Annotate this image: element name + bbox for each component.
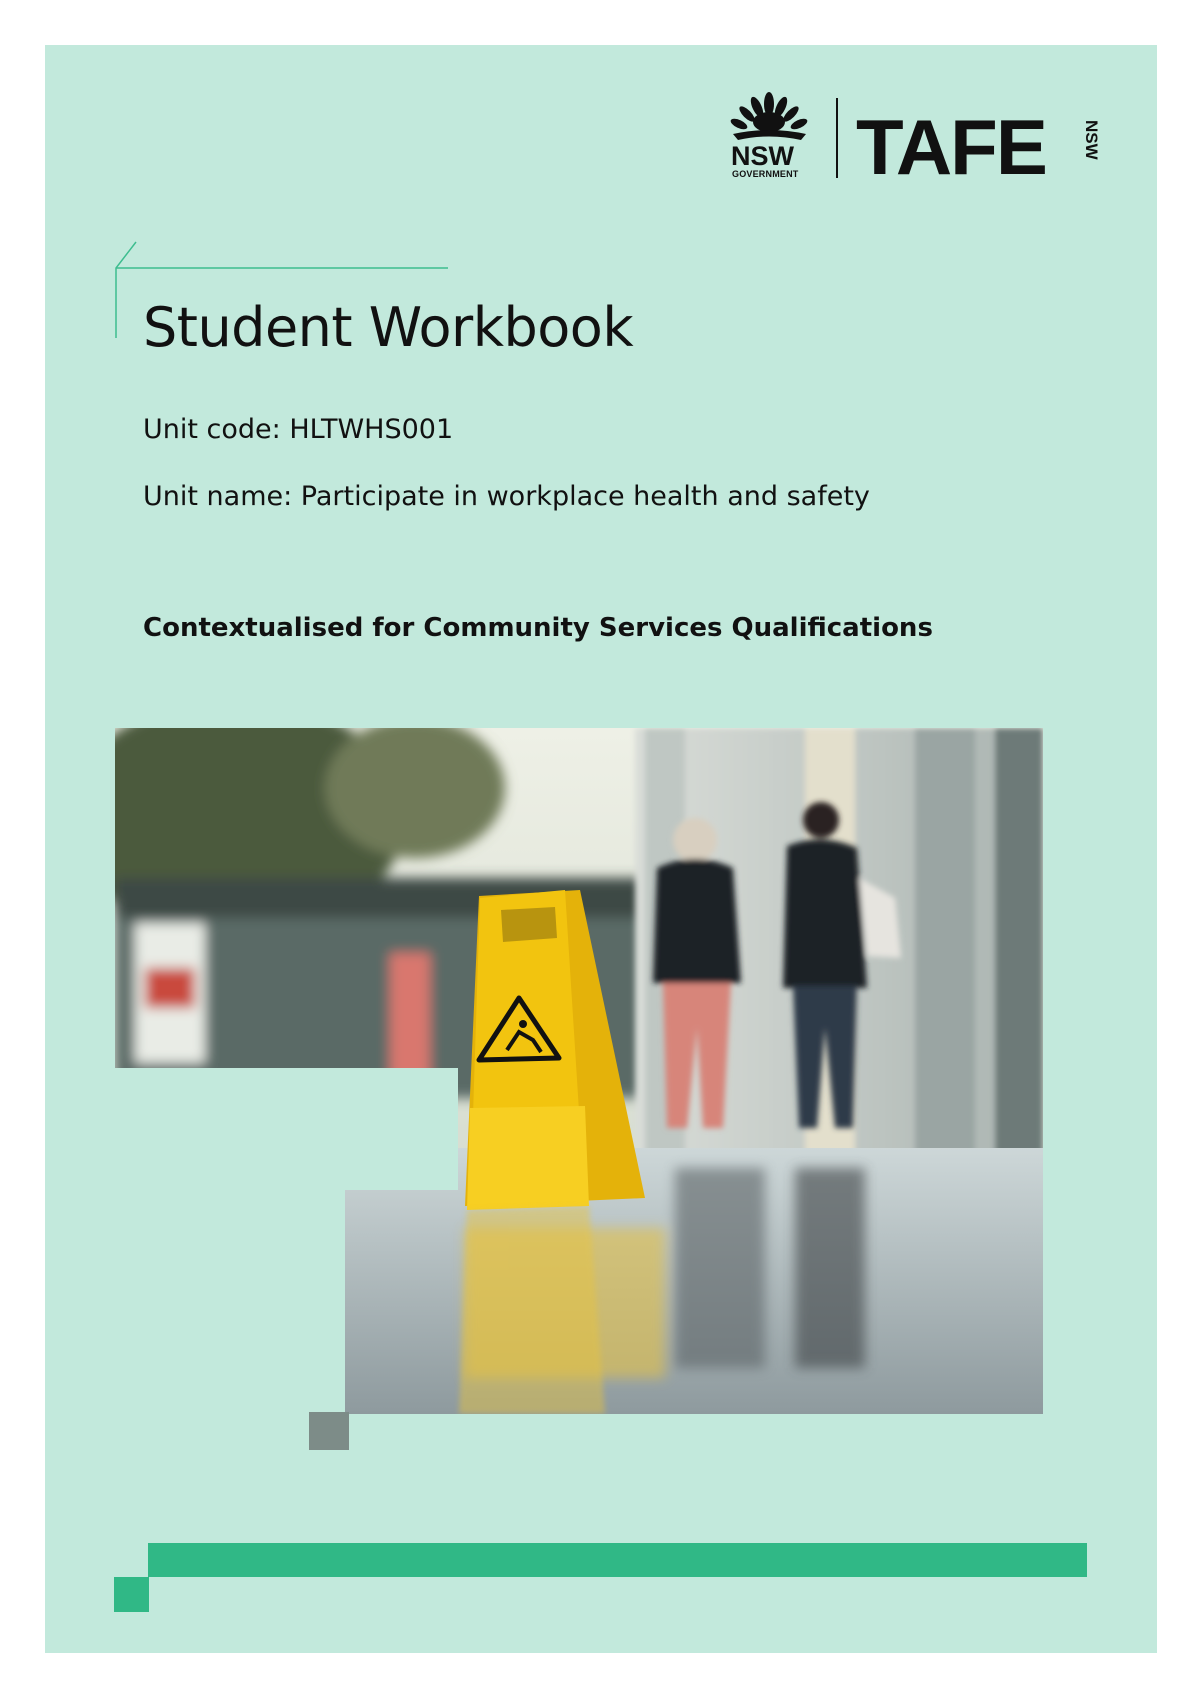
unit-code: Unit code: HLTWHS001	[143, 414, 454, 445]
decorative-grey-square	[309, 1412, 349, 1450]
logo-divider	[836, 98, 838, 178]
bottom-accent-square	[114, 1577, 149, 1612]
unit-name: Unit name: Participate in workplace health and safety	[143, 481, 870, 512]
bottom-accent-bar	[148, 1543, 1087, 1577]
tafe-wordmark: TAFE	[856, 103, 1046, 191]
wet-floor-sign-photo	[115, 728, 1043, 1414]
tafe-nsw-suffix: NSW	[1082, 120, 1101, 160]
tafe-nsw-logo	[856, 103, 1101, 191]
page-title: Student Workbook	[143, 296, 634, 359]
government-wordmark: GOVERNMENT	[732, 169, 799, 179]
contextualised-subtitle: Contextualised for Community Services Qualifications	[143, 613, 933, 643]
nsw-wordmark: NSW	[731, 141, 794, 171]
